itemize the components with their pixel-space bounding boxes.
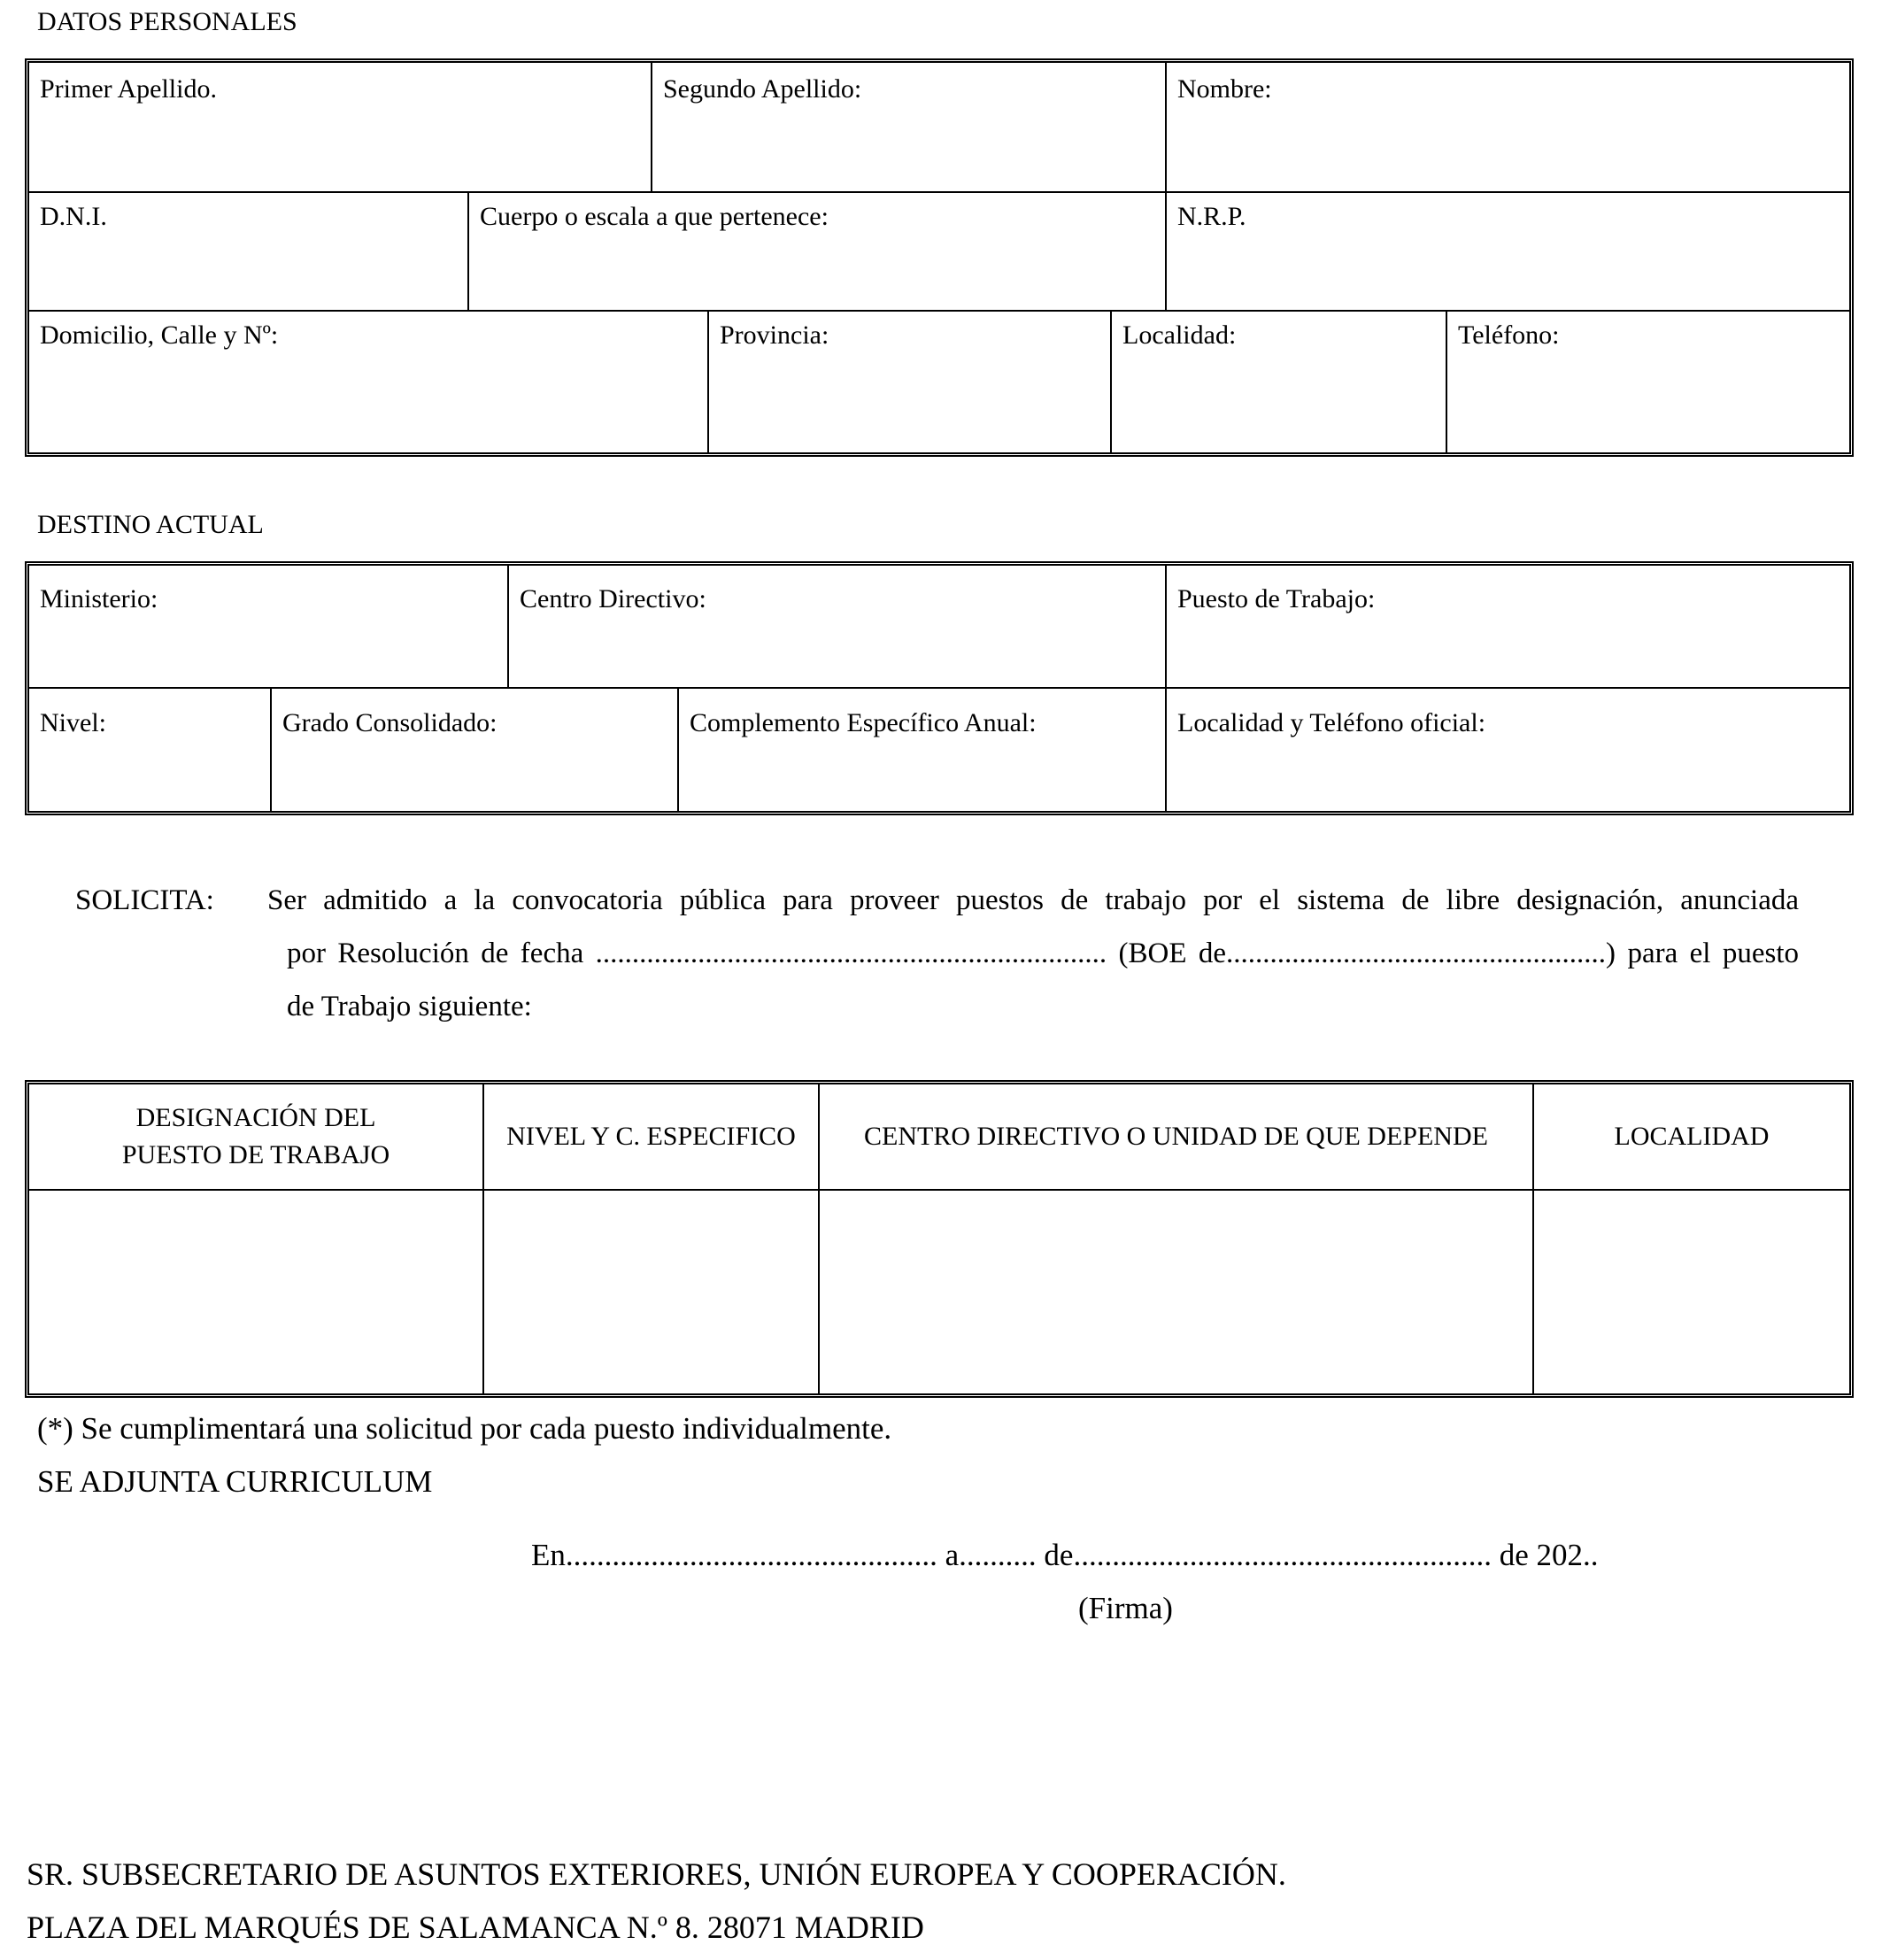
datos-personales-box [25, 58, 1854, 457]
row-divider [29, 191, 1849, 193]
solicita-line-3: de Trabajo siguiente: [287, 991, 532, 1022]
nombre-field[interactable]: Nombre: [1177, 74, 1272, 104]
solicita-line-1: Ser admitido a la convocatoria pública para proveer puestos de trabajo por el sistema de libre designación, anunciada [267, 884, 1799, 916]
localidad-telefono-oficial-field[interactable]: Localidad y Teléfono oficial: [1177, 708, 1486, 737]
complemento-especifico-field[interactable]: Complemento Específico Anual: [690, 708, 1037, 737]
input-localidad[interactable] [1534, 1191, 1849, 1393]
input-nivel-c-especifico[interactable] [484, 1191, 818, 1393]
segundo-apellido-field[interactable]: Segundo Apellido: [663, 74, 862, 104]
header-centro-directivo: CENTRO DIRECTIVO O UNIDAD DE QUE DEPENDE [864, 1122, 1488, 1151]
cuerpo-escala-field[interactable]: Cuerpo o escala a que pertenece: [480, 202, 829, 231]
row-divider [29, 687, 1849, 689]
note-solicitud-individual: (*) Se cumplimentará una solicitud por cada puesto individualmente. [37, 1411, 892, 1446]
domicilio-field[interactable]: Domicilio, Calle y Nº: [40, 320, 279, 350]
ministerio-field[interactable]: Ministerio: [40, 584, 158, 613]
header-localidad: LOCALIDAD [1614, 1122, 1770, 1151]
nrp-field[interactable]: N.R.P. [1177, 202, 1246, 231]
provincia-field[interactable]: Provincia: [720, 320, 829, 350]
header-nivel-c-especifico: NIVEL Y C. ESPECIFICO [506, 1122, 796, 1151]
firma-label: (Firma) [1078, 1591, 1173, 1625]
addressee-line: SR. SUBSECRETARIO DE ASUNTOS EXTERIORES, UNIÓN EUROPEA Y COOPERACIÓN. [27, 1856, 1286, 1892]
place-date-line[interactable]: En................................................ a.......... de...................................................... de 202.. [531, 1538, 1599, 1572]
header-designacion-puesto: DESIGNACIÓN DEL PUESTO DE TRABAJO [121, 1103, 390, 1169]
solicita-line-2: por Resolución de fecha ...................................................................... (BOE de....................................................) para el puesto [287, 938, 1799, 969]
solicita-label: SOLICITA: [75, 884, 214, 916]
localidad-field[interactable]: Localidad: [1122, 320, 1237, 350]
note-adjunta-curriculum: SE ADJUNTA CURRICULUM [37, 1464, 433, 1499]
row-divider [29, 310, 1849, 312]
grado-consolidado-field[interactable]: Grado Consolidado: [282, 708, 497, 737]
puesto-trabajo-field[interactable]: Puesto de Trabajo: [1177, 584, 1376, 613]
input-designacion-puesto[interactable] [29, 1191, 482, 1393]
primer-apellido-field[interactable]: Primer Apellido. [40, 74, 217, 104]
address-line: PLAZA DEL MARQUÉS DE SALAMANCA N.º 8. 28071 MADRID [27, 1910, 924, 1945]
telefono-field[interactable]: Teléfono: [1458, 320, 1560, 350]
dni-field[interactable]: D.N.I. [40, 202, 107, 231]
input-centro-directivo[interactable] [820, 1191, 1532, 1393]
section-title-destino-actual: DESTINO ACTUAL [37, 510, 264, 539]
nivel-field[interactable]: Nivel: [40, 708, 106, 737]
centro-directivo-field[interactable]: Centro Directivo: [520, 584, 706, 613]
section-title-datos-personales: DATOS PERSONALES [37, 7, 297, 36]
